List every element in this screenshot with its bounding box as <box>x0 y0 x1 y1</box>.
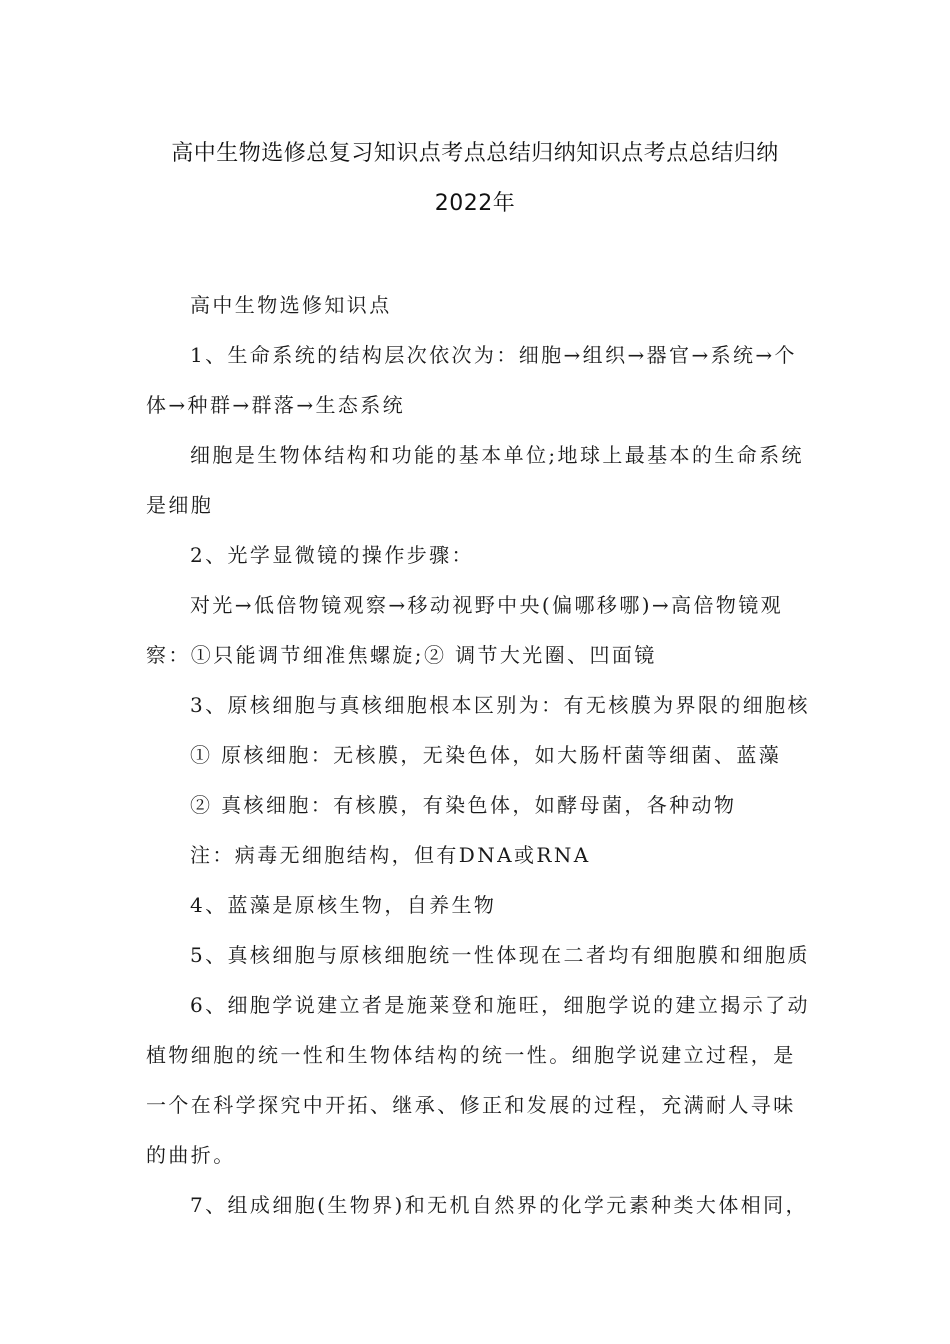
paragraph-line: 察：①只能调节细准焦螺旋;② 调节大光圈、凹面镜 <box>146 643 657 667</box>
document-title-line2: 2022年 <box>434 191 516 216</box>
paragraph-line: 1、生命系统的结构层次依次为：细胞→组织→器官→系统→个 <box>190 343 797 367</box>
paragraph-line: 注：病毒无细胞结构，但有DNA或RNA <box>190 843 591 867</box>
paragraph-line: 植物细胞的统一性和生物体结构的统一性。细胞学说建立过程，是 <box>146 1043 796 1067</box>
paragraph-line: 5、真核细胞与原核细胞统一性体现在二者均有细胞膜和细胞质 <box>190 943 810 967</box>
paragraph-line: 细胞是生物体结构和功能的基本单位;地球上最基本的生命系统 <box>190 443 804 467</box>
paragraph-line: ① 原核细胞：无核膜，无染色体，如大肠杆菌等细菌、蓝藻 <box>190 743 782 767</box>
paragraph-line: 3、原核细胞与真核细胞根本区别为：有无核膜为界限的细胞核 <box>190 693 810 717</box>
paragraph-line: 6、细胞学说建立者是施莱登和施旺，细胞学说的建立揭示了动 <box>190 993 810 1017</box>
paragraph-line: 2、光学显微镜的操作步骤： <box>190 543 474 567</box>
paragraph-line: 4、蓝藻是原核生物，自养生物 <box>190 893 497 917</box>
paragraph-line: 对光→低倍物镜观察→移动视野中央(偏哪移哪)→高倍物镜观 <box>190 593 784 617</box>
section-heading: 高中生物选修知识点 <box>190 293 392 317</box>
document-title-line1: 高中生物选修总复习知识点考点总结归纳知识点考点总结归纳 <box>171 141 779 166</box>
paragraph-line: 一个在科学探究中开拓、继承、修正和发展的过程，充满耐人寻味 <box>146 1093 796 1117</box>
paragraph-line: 7、组成细胞(生物界)和无机自然界的化学元素种类大体相同， <box>190 1193 808 1217</box>
paragraph-line: 体→种群→群落→生态系统 <box>146 393 406 417</box>
paragraph-line: 是细胞 <box>146 493 214 517</box>
paragraph-line: 的曲折。 <box>146 1143 236 1167</box>
paragraph-line: ② 真核细胞：有核膜，有染色体，如酵母菌，各种动物 <box>190 793 737 817</box>
